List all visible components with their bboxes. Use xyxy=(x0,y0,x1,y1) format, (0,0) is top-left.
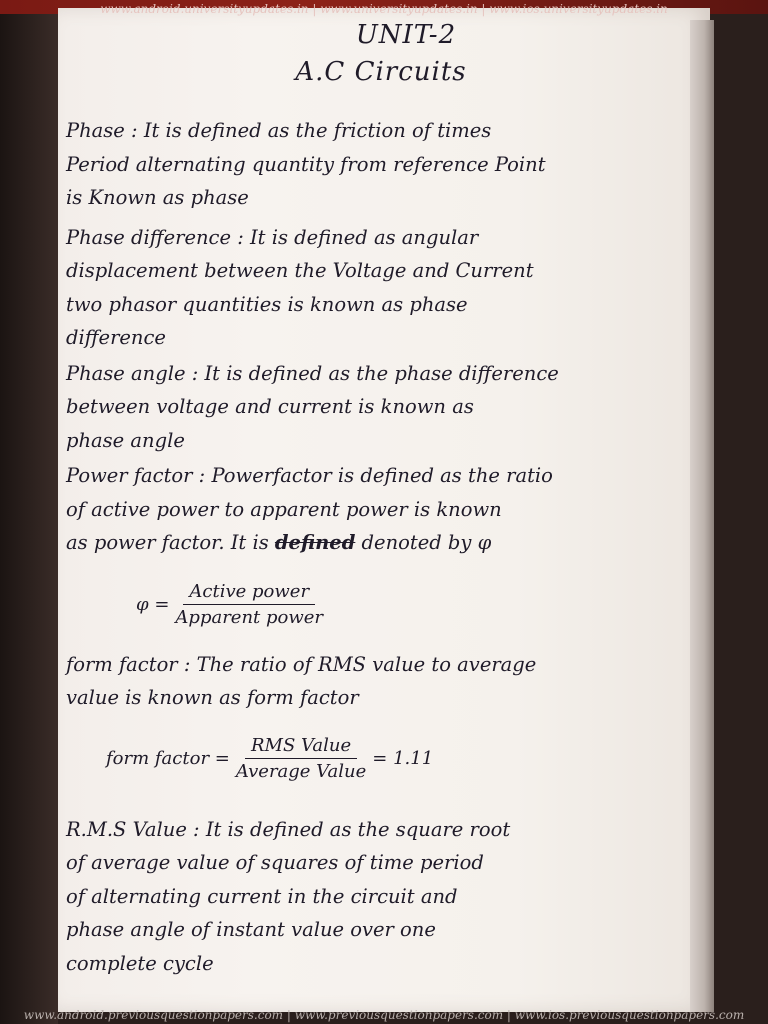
phase-line-2: Period alternating quantity from reference Point xyxy=(66,152,546,176)
phase-line-1: Phase : It is defined as the friction of times xyxy=(66,119,492,142)
phase-difference-line-4: difference xyxy=(66,326,166,349)
formula-numerator: RMS Value xyxy=(245,735,357,759)
paragraph-phase-difference xyxy=(66,221,686,355)
background-shadow xyxy=(0,14,58,1024)
struck-word: defined xyxy=(274,531,356,554)
watermark-bottom: www.android.previousquestionpapers.com | www.previousquestionpapers.com | www.ios.previousquestionpapers.com xyxy=(23,1008,745,1022)
paragraph-phase xyxy=(66,114,686,215)
rms-line-3: of alternating current in the circuit and xyxy=(66,884,458,908)
form-factor-formula xyxy=(106,725,686,793)
phase-difference-line-3: two phasor quantities is known as phase xyxy=(66,292,468,316)
rms-line-4: phase angle of instant value over one xyxy=(66,918,436,941)
form-factor-line-2: value is known as form factor xyxy=(66,686,359,709)
power-factor-line-3-end: denoted by φ xyxy=(361,531,492,554)
phase-line-3: is Known as phase xyxy=(66,186,249,209)
power-factor-formula xyxy=(136,570,686,640)
formula-denominator: Average Value xyxy=(235,761,367,782)
form-factor-line-1: form factor : The ratio of RMS value to average xyxy=(66,652,537,676)
unit-title: UNIT-2 xyxy=(355,20,457,50)
rms-line-2: of average value of squares of time period xyxy=(66,851,484,874)
paragraph-form-factor xyxy=(66,648,686,715)
power-factor-line-3-start: as power factor. It is xyxy=(66,531,269,554)
paragraph-rms-value xyxy=(66,813,686,981)
paragraph-phase-angle xyxy=(66,357,686,458)
formula-lhs: φ = xyxy=(136,594,170,615)
power-factor-line-1: Power factor : Powerfactor is defined as the ratio xyxy=(66,464,553,487)
formula-numerator: Active power xyxy=(183,581,315,605)
formula-denominator: Apparent power xyxy=(175,607,324,628)
formula-lhs: form factor = xyxy=(106,748,230,769)
paragraph-power-factor xyxy=(66,459,686,560)
phase-angle-line-2: between voltage and current is known as xyxy=(66,395,474,418)
phase-difference-line-1: Phase difference : It is defined as angular xyxy=(66,225,479,249)
watermark-top: www.android.universityupdates.in | www.universityupdates.in | www.ios.universityupdates.in xyxy=(100,2,668,16)
handwritten-notes xyxy=(66,18,686,980)
rms-line-5: complete cycle xyxy=(66,951,214,975)
power-factor-line-3 xyxy=(66,526,686,560)
formula-fraction xyxy=(236,735,366,782)
formula-rhs: = 1.11 xyxy=(372,748,434,769)
chapter-title: A.C Circuits xyxy=(295,57,467,87)
formula-fraction xyxy=(175,581,323,628)
power-factor-line-2: of active power to apparent power is known xyxy=(66,497,502,521)
phase-angle-line-1: Phase angle : It is defined as the phase difference xyxy=(66,361,559,385)
phase-angle-line-3: phase angle xyxy=(66,428,185,452)
phase-difference-line-2: displacement between the Voltage and Current xyxy=(66,259,534,282)
page-edge xyxy=(690,20,714,1012)
rms-line-1: R.M.S Value : It is defined as the square root xyxy=(66,817,511,841)
